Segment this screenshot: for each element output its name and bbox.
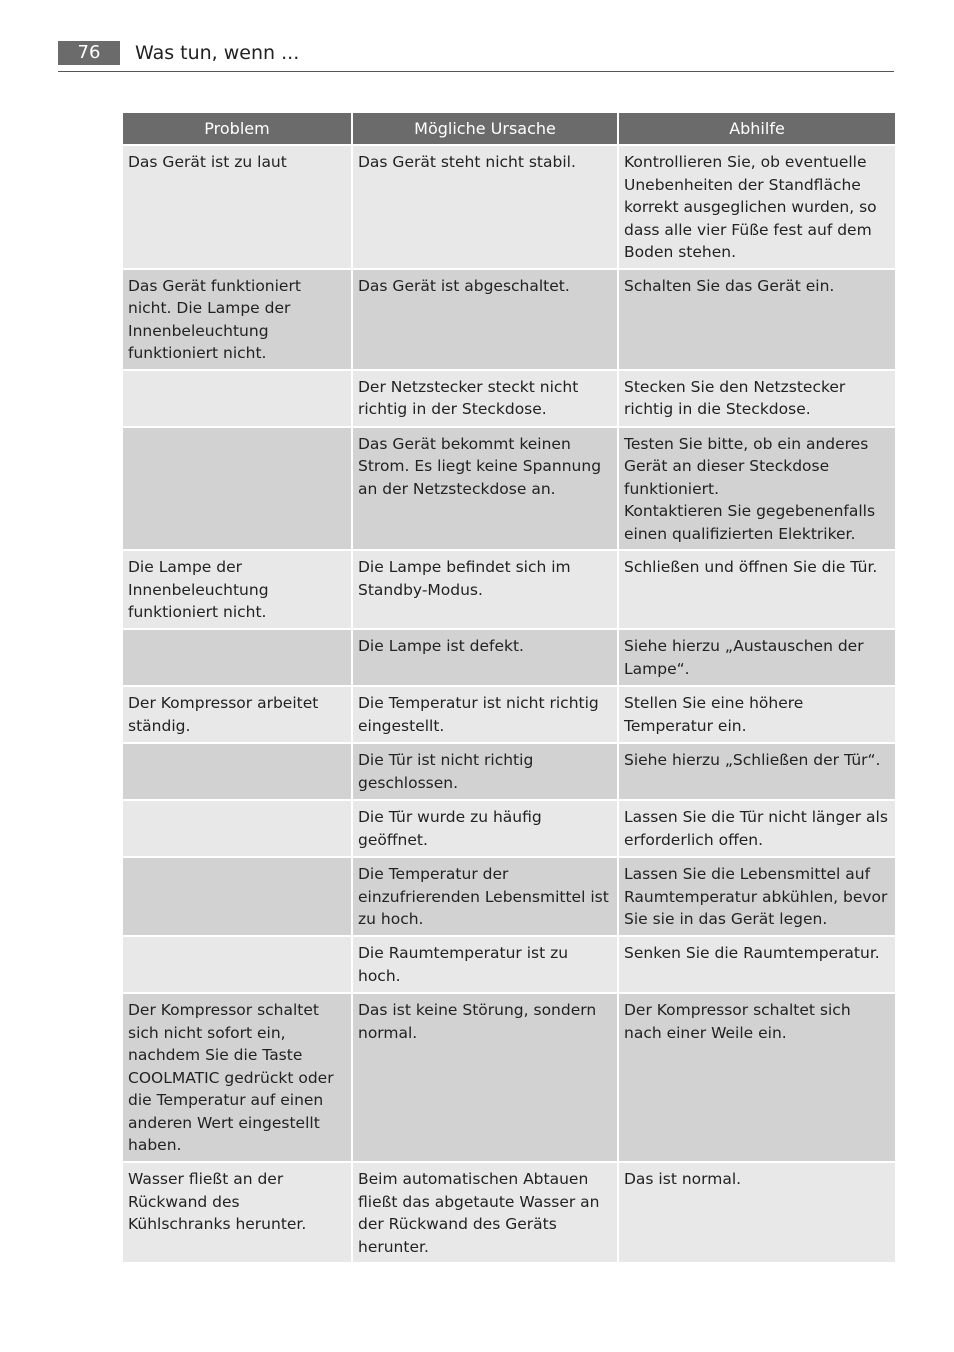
problem-cell bbox=[123, 994, 351, 1161]
cause-cell-text: Die Temperatur ist nicht richtig eingestellt. bbox=[358, 694, 599, 735]
cause-cell bbox=[353, 858, 617, 935]
problem-cell bbox=[123, 551, 351, 628]
table-row bbox=[123, 1163, 895, 1262]
remedy-cell-text: Lassen Sie die Tür nicht länger als erforderlich offen. bbox=[624, 808, 888, 849]
cause-cell bbox=[353, 428, 617, 550]
column-header-cause: Mögliche Ursache bbox=[353, 113, 617, 144]
table-row bbox=[123, 801, 895, 856]
cause-cell-text: Die Tür wurde zu häufig geöffnet. bbox=[358, 808, 542, 849]
cause-cell bbox=[353, 371, 617, 426]
cause-cell-text: Die Lampe befindet sich im Standby-Modus. bbox=[358, 558, 571, 599]
cause-cell bbox=[353, 744, 617, 799]
remedy-cell bbox=[619, 270, 895, 369]
cause-cell-text: Die Lampe ist defekt. bbox=[358, 637, 524, 655]
remedy-cell bbox=[619, 937, 895, 992]
cause-cell-text: Das Gerät ist abgeschaltet. bbox=[358, 276, 570, 295]
remedy-cell bbox=[619, 687, 895, 742]
remedy-cell bbox=[619, 630, 895, 685]
column-header-remedy: Abhilfe bbox=[619, 113, 895, 144]
table-row bbox=[123, 687, 895, 742]
table-row bbox=[123, 371, 895, 426]
problem-cell-text: Die Lampe der Innenbeleuchtung funktioniert nicht. bbox=[128, 558, 269, 621]
remedy-cell bbox=[619, 801, 895, 856]
table-row bbox=[123, 146, 895, 268]
table-row bbox=[123, 630, 895, 685]
cause-cell-text: Die Temperatur der einzufrierenden Lebensmittel ist zu hoch. bbox=[358, 865, 609, 928]
problem-cell-text: Das Gerät funktioniert nicht. Die Lampe der Innenbeleuchtung funktioniert nicht. bbox=[128, 276, 301, 362]
table-row bbox=[123, 270, 895, 369]
remedy-cell bbox=[619, 146, 895, 268]
cause-cell bbox=[353, 994, 617, 1161]
table-row bbox=[123, 937, 895, 992]
problem-cell-text: Der Kompressor schaltet sich nicht sofort ein, nachdem Sie die Taste COOLMATIC gedrückt oder die Temperatur auf einen anderen Wert eingestellt haben. bbox=[128, 1001, 334, 1154]
table-row bbox=[123, 428, 895, 550]
problem-cell bbox=[123, 146, 351, 268]
remedy-cell bbox=[619, 994, 895, 1161]
table-header-row bbox=[123, 113, 895, 144]
table-row bbox=[123, 994, 895, 1161]
page-number: 76 bbox=[58, 41, 120, 65]
cause-cell-text: Das Gerät steht nicht stabil. bbox=[358, 153, 576, 171]
problem-cell bbox=[123, 858, 351, 935]
cause-cell bbox=[353, 1163, 617, 1262]
cause-cell bbox=[353, 630, 617, 685]
problem-cell-text: Das Gerät ist zu laut bbox=[128, 153, 287, 171]
problem-cell bbox=[123, 1163, 351, 1262]
remedy-cell bbox=[619, 858, 895, 935]
remedy-cell-text: Siehe hierzu „Schließen der Tür“. bbox=[624, 751, 881, 769]
remedy-cell bbox=[619, 551, 895, 628]
page-header bbox=[58, 40, 894, 72]
remedy-cell-text: Siehe hierzu „Austauschen der Lampe“. bbox=[624, 637, 864, 678]
remedy-cell bbox=[619, 428, 895, 550]
problem-cell bbox=[123, 687, 351, 742]
problem-cell bbox=[123, 428, 351, 550]
cause-cell bbox=[353, 551, 617, 628]
table-row bbox=[123, 858, 895, 935]
cause-cell bbox=[353, 937, 617, 992]
cause-cell-text: Das ist keine Störung, sondern normal. bbox=[358, 1001, 597, 1042]
problem-cell bbox=[123, 371, 351, 426]
problem-cell bbox=[123, 270, 351, 369]
remedy-cell-text: Lassen Sie die Lebensmittel auf Raumtemperatur abkühlen, bevor Sie sie in das Gerät legen. bbox=[624, 865, 888, 928]
troubleshooting-table bbox=[121, 111, 897, 1264]
remedy-cell-text: Kontrollieren Sie, ob eventuelle Unebenheiten der Standfläche korrekt ausgeglichen wurden, so dass alle vier Füße fest auf dem Boden stehen. bbox=[624, 153, 877, 261]
remedy-cell-text: Stecken Sie den Netzstecker richtig in die Steckdose. bbox=[624, 377, 846, 418]
column-header-problem: Problem bbox=[123, 113, 351, 144]
cause-cell-text: Der Netzstecker steckt nicht richtig in der Steckdose. bbox=[358, 377, 579, 418]
problem-cell bbox=[123, 801, 351, 856]
remedy-cell-text: Stellen Sie eine höhere Temperatur ein. bbox=[624, 694, 804, 735]
cause-cell bbox=[353, 801, 617, 856]
remedy-cell-text: Senken Sie die Raumtemperatur. bbox=[624, 944, 880, 962]
remedy-cell bbox=[619, 1163, 895, 1262]
problem-cell-text: Wasser fließt an der Rückwand des Kühlschranks herunter. bbox=[128, 1170, 307, 1233]
remedy-cell bbox=[619, 744, 895, 799]
remedy-cell-text: Schließen und öffnen Sie die Tür. bbox=[624, 558, 878, 576]
cause-cell bbox=[353, 146, 617, 268]
cause-cell-text: Beim automatischen Abtauen fließt das abgetaute Wasser an der Rückwand des Geräts herunter. bbox=[358, 1170, 600, 1256]
problem-cell bbox=[123, 630, 351, 685]
cause-cell-text: Die Raumtemperatur ist zu hoch. bbox=[358, 944, 569, 985]
remedy-cell-text: Schalten Sie das Gerät ein. bbox=[624, 276, 835, 295]
cause-cell bbox=[353, 687, 617, 742]
cause-cell-text: Die Tür ist nicht richtig geschlossen. bbox=[358, 751, 534, 792]
remedy-cell bbox=[619, 371, 895, 426]
table-row bbox=[123, 551, 895, 628]
section-title: Was tun, wenn ... bbox=[135, 42, 300, 64]
problem-cell bbox=[123, 744, 351, 799]
problem-cell-text: Der Kompressor arbeitet ständig. bbox=[128, 694, 319, 735]
table-row bbox=[123, 744, 895, 799]
cause-cell bbox=[353, 270, 617, 369]
remedy-cell-text: Der Kompressor schaltet sich nach einer Weile ein. bbox=[624, 1001, 851, 1042]
remedy-cell-text: Das ist normal. bbox=[624, 1170, 742, 1188]
problem-cell bbox=[123, 937, 351, 992]
remedy-cell-text: Testen Sie bitte, ob ein anderes Gerät an dieser Steckdose funktioniert. Kontaktieren Sie gegebenenfalls einen qualifizierten Elektriker. bbox=[624, 434, 876, 543]
cause-cell-text: Das Gerät bekommt keinen Strom. Es liegt keine Spannung an der Netzsteckdose an. bbox=[358, 434, 602, 498]
